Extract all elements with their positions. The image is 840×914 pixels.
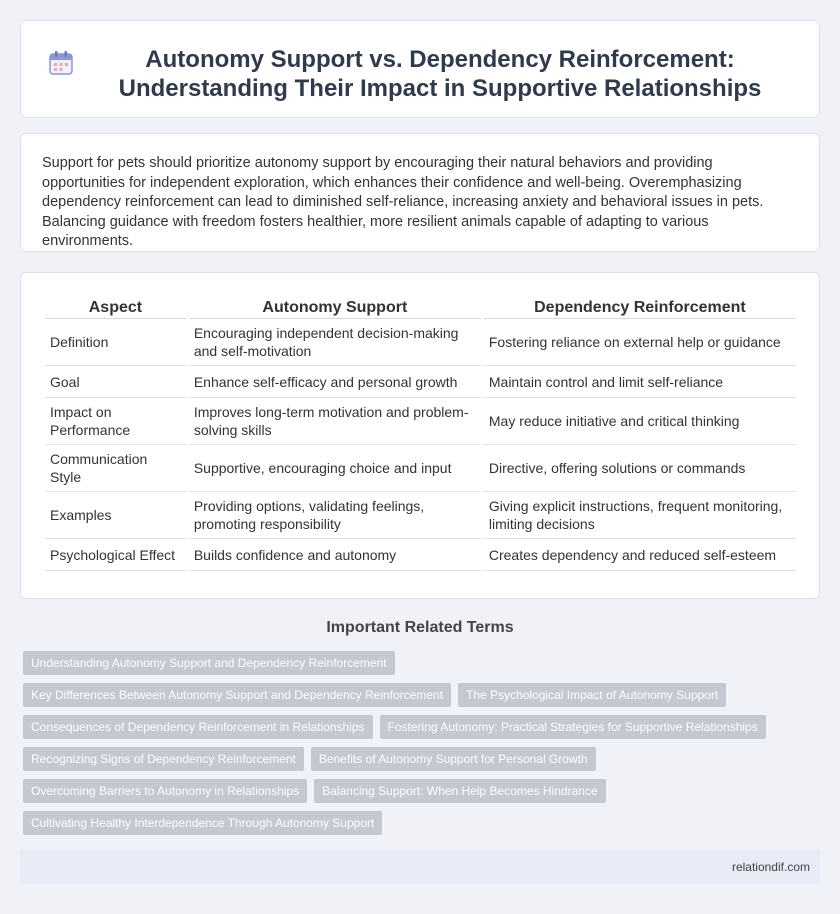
header-autonomy-support: Autonomy Support — [189, 295, 481, 319]
site-name: relationdif.com — [731, 860, 810, 874]
page-title: Autonomy Support vs. Dependency Reinforcement: Understanding Their Impact in Supportive Relationships — [118, 46, 762, 102]
table-row — [45, 398, 796, 445]
row-dependency: Directive, offering solutions or commands — [484, 445, 796, 492]
related-term-link[interactable]: The Psychological Impact of Autonomy Support — [458, 683, 726, 707]
row-aspect: Examples — [45, 492, 186, 539]
row-autonomy: Supportive, encouraging choice and input — [189, 445, 481, 492]
related-term-link[interactable]: Benefits of Autonomy Support for Personal Growth — [311, 747, 596, 771]
table-row — [45, 319, 796, 366]
related-terms-heading: Important Related Terms — [326, 619, 514, 636]
comparison-table — [42, 295, 799, 571]
footer — [20, 850, 820, 884]
comparison-card — [20, 272, 820, 599]
row-dependency: Maintain control and limit self-reliance — [484, 366, 796, 398]
row-autonomy: Providing options, validating feelings, promoting responsibility — [189, 492, 481, 539]
table-row — [45, 539, 796, 571]
row-aspect: Psychological Effect — [45, 539, 186, 571]
row-autonomy: Builds confidence and autonomy — [189, 539, 481, 571]
related-term-link[interactable]: Consequences of Dependency Reinforcement in Relationships — [23, 715, 373, 739]
row-aspect: Impact on Performance — [45, 398, 186, 445]
related-term-link[interactable]: Cultivating Healthy Interdependence Through Autonomy Support — [23, 811, 382, 835]
related-terms-list — [23, 651, 803, 835]
related-term-link[interactable]: Key Differences Between Autonomy Support and Dependency Reinforcement — [23, 683, 451, 707]
row-dependency: Giving explicit instructions, frequent monitoring, limiting decisions — [484, 492, 796, 539]
row-aspect: Definition — [45, 319, 186, 366]
related-term-link[interactable]: Recognizing Signs of Dependency Reinforcement — [23, 747, 304, 771]
table-row — [45, 492, 796, 539]
related-term-link[interactable]: Fostering Autonomy: Practical Strategies for Supportive Relationships — [380, 715, 766, 739]
header-dependency-reinforcement: Dependency Reinforcement — [484, 295, 796, 319]
table-row — [45, 366, 796, 398]
row-dependency: Fostering reliance on external help or guidance — [484, 319, 796, 366]
row-autonomy: Encouraging independent decision-making and self-motivation — [189, 319, 481, 366]
intro-card — [20, 133, 820, 252]
row-dependency: May reduce initiative and critical thinking — [484, 398, 796, 445]
row-aspect: Goal — [45, 366, 186, 398]
header-aspect: Aspect — [45, 295, 186, 319]
related-term-link[interactable]: Understanding Autonomy Support and Dependency Reinforcement — [23, 651, 395, 675]
intro-paragraph: Support for pets should prioritize autonomy support by encouraging their natural behaviors and providing opportunities for independent exploration, which enhances their confidence and well-being. Overemphasizing dependency reinforcement can lead to diminished self-reliance, increasing anxiety and behavioral issues in pets. Balancing guidance with freedom fosters healthier, more resilient animals capable of adapting to various environments. — [42, 155, 764, 249]
row-dependency: Creates dependency and reduced self-esteem — [484, 539, 796, 571]
row-autonomy: Enhance self-efficacy and personal growth — [189, 366, 481, 398]
related-term-link[interactable]: Balancing Support: When Help Becomes Hindrance — [314, 779, 605, 803]
title-card — [20, 20, 820, 118]
related-term-link[interactable]: Overcoming Barriers to Autonomy in Relationships — [23, 779, 307, 803]
calendar-icon — [47, 49, 75, 77]
table-header-row — [45, 295, 796, 319]
row-aspect: Communication Style — [45, 445, 186, 492]
table-row — [45, 445, 796, 492]
row-autonomy: Improves long-term motivation and problem-solving skills — [189, 398, 481, 445]
